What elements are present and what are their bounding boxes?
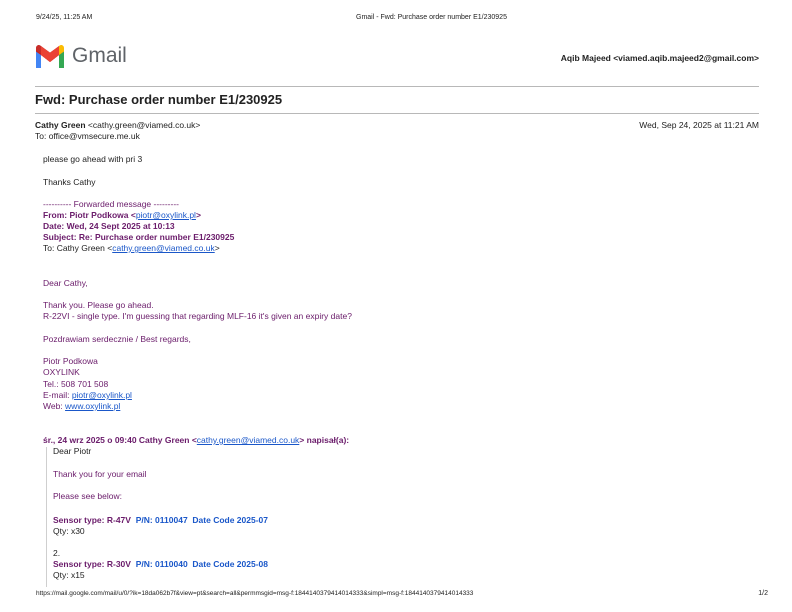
signature-web-link[interactable]: www.oxylink.pl bbox=[65, 401, 121, 411]
item-datecode: Date Code 2025-08 bbox=[192, 559, 268, 569]
body-line: please go ahead with pri 3 bbox=[43, 154, 143, 164]
gmail-wordmark: Gmail bbox=[72, 44, 127, 67]
divider bbox=[35, 113, 759, 114]
item-line bbox=[53, 515, 268, 526]
signature-name: Piotr Podkowa bbox=[43, 356, 98, 366]
quote-thanks: Thank you for your email bbox=[53, 469, 147, 479]
item-sensor: Sensor type: R-47V bbox=[53, 515, 131, 525]
signature-company: OXYLINK bbox=[43, 367, 80, 377]
quote-greeting: Dear Piotr bbox=[53, 446, 92, 456]
print-title: Gmail - Fwd: Purchase order number E1/230925 bbox=[356, 14, 507, 21]
body-line: Thanks Cathy bbox=[43, 177, 96, 187]
item-datecode: Date Code 2025-07 bbox=[192, 515, 268, 525]
item-qty: Qty: x15 bbox=[53, 570, 85, 580]
forward-to: To: Cathy Green <cathy.green@viamed.co.uk> bbox=[43, 243, 220, 253]
reply-line: Thank you. Please go ahead. bbox=[43, 300, 154, 310]
print-page: 1/2 bbox=[758, 590, 768, 597]
gmail-logo-icon bbox=[34, 44, 66, 68]
reply-regards: Pozdrawiam serdecznie / Best regards, bbox=[43, 334, 191, 344]
forward-subject: Subject: Re: Purchase order number E1/230925 bbox=[43, 232, 235, 242]
quote-bar bbox=[46, 447, 47, 587]
quote-header-link[interactable]: cathy.green@viamed.co.uk bbox=[196, 435, 300, 445]
sender-name: Cathy Green bbox=[35, 120, 86, 130]
forward-to-link[interactable]: cathy.green@viamed.co.uk bbox=[112, 243, 215, 253]
forward-date: Date: Wed, 24 Sept 2025 at 10:13 bbox=[43, 221, 175, 231]
sender-email: <cathy.green@viamed.co.uk> bbox=[87, 120, 201, 130]
signature-web: Web: www.oxylink.pl bbox=[43, 401, 121, 411]
recipient-line: To: office@vmsecure.me.uk bbox=[35, 131, 140, 141]
quote-see-below: Please see below: bbox=[53, 491, 122, 501]
quote-header: śr., 24 wrz 2025 o 09:40 Cathy Green <cathy.green@viamed.co.uk> napisał(a): bbox=[43, 435, 350, 445]
signature-phone: Tel.: 508 701 508 bbox=[43, 379, 109, 389]
print-datetime: 9/24/25, 11:25 AM bbox=[36, 14, 93, 21]
reply-line: R-22VI - single type. I'm guessing that regarding MLF-16 it's given an expiry date? bbox=[43, 311, 352, 321]
signature-email-link[interactable]: piotr@oxylink.pl bbox=[71, 390, 132, 400]
message-date: Wed, Sep 24, 2025 at 11:21 AM bbox=[639, 120, 759, 130]
forward-from-link[interactable]: piotr@oxylink.pl bbox=[135, 210, 196, 220]
sender-line bbox=[35, 120, 200, 131]
item-sensor: Sensor type: R-30V bbox=[53, 559, 131, 569]
item-number: 2. bbox=[53, 548, 61, 558]
forward-separator: ---------- Forwarded message --------- bbox=[43, 199, 179, 209]
signature-email: E-mail: piotr@oxylink.pl bbox=[43, 390, 132, 400]
item-pn: P/N: 0110040 bbox=[135, 559, 188, 569]
print-url: https://mail.google.com/mail/u/0/?ik=18da062b7f&view=pt&search=all&permmsgid=msg-f:1844140379414014333&simpl=msg-f:1844140379414014333 bbox=[36, 590, 474, 597]
item-pn: P/N: 0110047 bbox=[135, 515, 188, 525]
subject-title: Fwd: Purchase order number E1/230925 bbox=[35, 92, 283, 107]
item-qty: Qty: x30 bbox=[53, 526, 85, 536]
divider bbox=[35, 86, 759, 87]
forward-from: From: Piotr Podkowa <piotr@oxylink.pl> bbox=[43, 210, 201, 220]
item-line bbox=[53, 559, 268, 570]
reply-greeting: Dear Cathy, bbox=[43, 278, 88, 288]
account-email: Aqib Majeed <viamed.aqib.majeed2@gmail.com> bbox=[560, 53, 759, 63]
